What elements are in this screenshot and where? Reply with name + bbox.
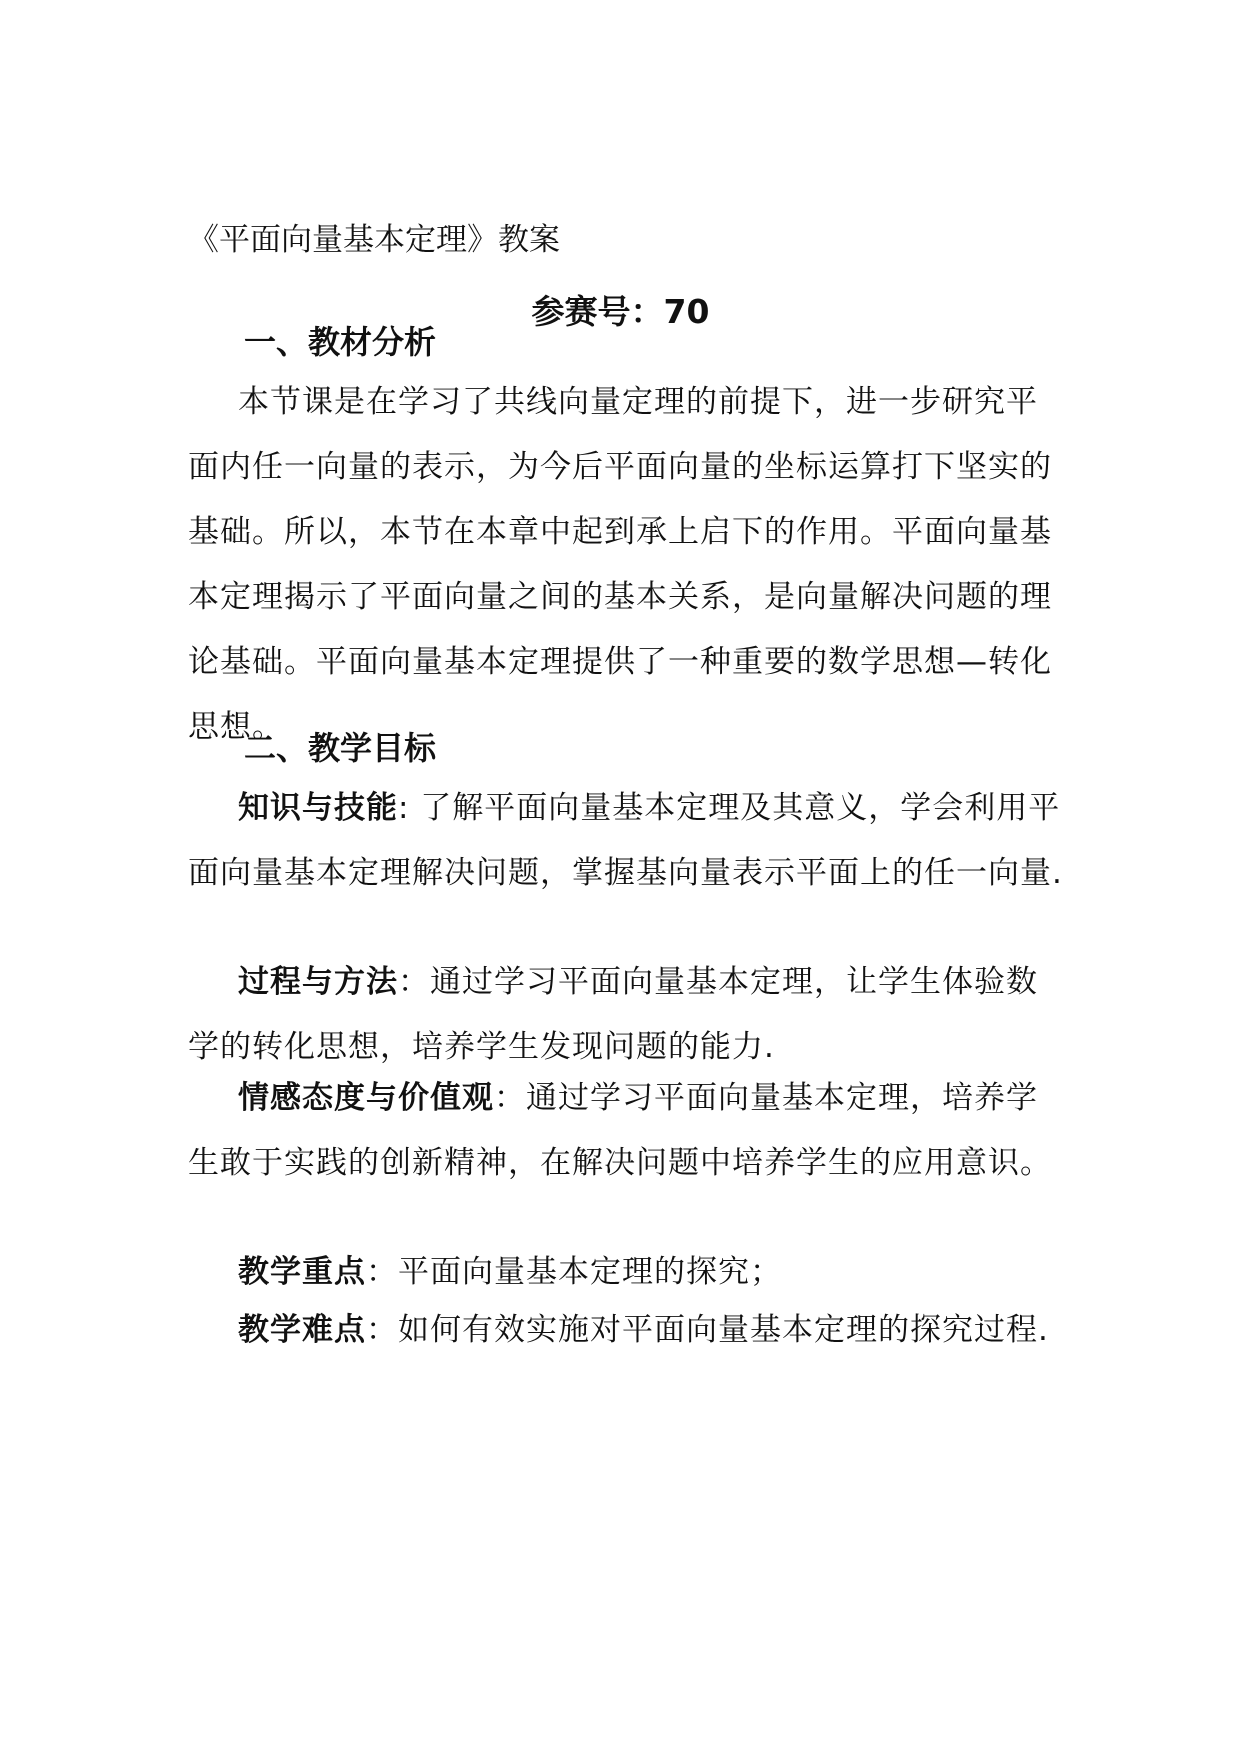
material-analysis-paragraph: 本节课是在学习了共线向量定理的前提下，进一步研究平面内任一向量的表示，为今后平面向量的坐标运算打下坚实的基础。所以，本节在本章中起到承上启下的作用。平面向量基本定理揭示了平面向量之间的基本关系，是向量解决问题的理论基础。平面向量基本定理提供了一种重要的数学思想—转化思想。 [188, 384, 1052, 745]
knowledge-skills-text: : 了解平面向量基本定理及其意义，学会利用平面向量基本定理解决问题，掌握基向量表示平面上的任一向量. [188, 790, 1063, 891]
process-methods-block [188, 950, 1068, 1080]
key-point-paragraph [188, 1240, 1068, 1305]
key-point-text: ：平面向量基本定理的探究； [366, 1254, 782, 1290]
process-methods-text: ：通过学习平面向量基本定理，让学生体验数学的转化思想，培养学生发现问题的能力. [188, 964, 1038, 1065]
knowledge-skills-paragraph [188, 776, 1068, 906]
difficulty-label: 教学难点 [238, 1312, 366, 1348]
emotion-values-text: ：通过学习平面向量基本定理，培养学生敢于实践的创新精神，在解决问题中培养学生的应用意识。 [188, 1080, 1052, 1181]
difficulty-text: ：如何有效实施对平面向量基本定理的探究过程. [366, 1312, 1049, 1348]
emotion-values-block [188, 1066, 1068, 1196]
emotion-values-paragraph [188, 1066, 1068, 1196]
process-methods-paragraph [188, 950, 1068, 1080]
emotion-values-label: 情感态度与价值观 [238, 1080, 494, 1116]
material-analysis-paragraph-block [188, 370, 1068, 760]
section-heading-teaching-goals: 二、教学目标 [244, 729, 437, 767]
section-heading-material-analysis: 一、教材分析 [244, 323, 437, 361]
difficulty-block [188, 1298, 1068, 1363]
document-title: 《平面向量基本定理》教案 [188, 222, 560, 258]
knowledge-skills-block [188, 776, 1068, 906]
process-methods-label: 过程与方法 [238, 964, 398, 1000]
key-point-block [188, 1240, 1068, 1305]
difficulty-paragraph [188, 1298, 1068, 1363]
contest-number: 参赛号：70 [531, 292, 710, 331]
knowledge-skills-label: 知识与技能 [238, 790, 398, 826]
key-point-label: 教学重点 [238, 1254, 366, 1290]
